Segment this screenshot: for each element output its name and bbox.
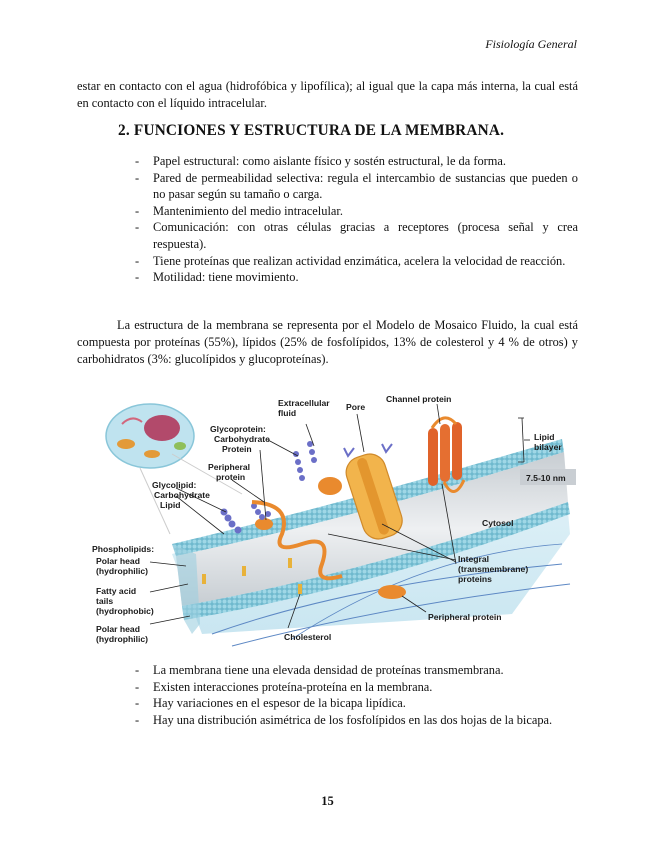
functions-list bbox=[135, 153, 578, 286]
label-glycolipid-carbohydrate: Carbohydrate bbox=[154, 490, 210, 500]
label-fatty-acid-tails: tails bbox=[96, 596, 114, 606]
label-thickness: 7.5-10 nm bbox=[526, 473, 566, 483]
label-integral-proteins-3: proteins bbox=[458, 574, 492, 584]
list-item: - Hay una distribución asimétrica de los fosfolípidos en las dos hojas de la bicapa. bbox=[135, 712, 578, 729]
label-phospholipids: Phospholipids: bbox=[92, 544, 155, 554]
list-item: - Pared de permeabilidad selectiva: regula el intercambio de sustancias que pueden o no pasar según su tamaño o carga. bbox=[135, 170, 578, 203]
list-item: - Mantenimiento del medio intracelular. bbox=[135, 203, 578, 220]
membrane-figure bbox=[92, 384, 580, 656]
label-peripheral-protein-top-2: protein bbox=[216, 472, 246, 482]
intro-paragraph: estar en contacto con el agua (hidrofóbica y lipofílica); al igual que la capa más interna, la cual está en contacto con el líquido intracelular. bbox=[77, 79, 578, 110]
label-lipid-bilayer-2: bilayer bbox=[534, 442, 562, 452]
structure-paragraph: La estructura de la membrana se representa por el Modelo de Mosaico Fluido, la cual está compuesta por proteínas (55%), lípidos (25% de fosfolípidos, 13% de colesterol y 4 % de otros) y carbohidratos (3%: glucolípidos y glucoproteínas). bbox=[77, 318, 578, 366]
label-polar-head-bottom: Polar head bbox=[96, 624, 140, 634]
label-cholesterol: Cholesterol bbox=[284, 632, 332, 642]
list-item: - Existen interacciones proteína-proteína en la membrana. bbox=[135, 679, 578, 696]
label-glycolipid: Glycolipid: bbox=[152, 480, 197, 490]
label-glycolipid-lipid: Lipid bbox=[160, 500, 181, 510]
running-header: Fisiología General bbox=[485, 37, 577, 51]
label-pore: Pore bbox=[346, 402, 366, 412]
fluid-mosaic-diagram bbox=[92, 384, 580, 656]
label-glycoprotein: Glycoprotein: bbox=[210, 424, 266, 434]
page-number: 15 bbox=[321, 794, 334, 808]
label-glycoprotein-carbohydrate: Carbohydrate bbox=[214, 434, 270, 444]
label-lipid-bilayer: Lipid bbox=[534, 432, 555, 442]
label-polar-head-bottom-2: (hydrophilic) bbox=[96, 634, 149, 644]
list-item: - Motilidad: tiene movimiento. bbox=[135, 269, 578, 286]
list-item: - Tiene proteínas que realizan actividad enzimática, acelera la velocidad de reacción. bbox=[135, 253, 578, 270]
label-fatty-acid: Fatty acid bbox=[96, 586, 137, 596]
peripheral-protein-bottom bbox=[378, 585, 406, 599]
list-item: - Papel estructural: como aislante físico y sostén estructural, le da forma. bbox=[135, 153, 578, 170]
label-channel-protein: Channel protein bbox=[386, 394, 452, 404]
bilayer-cut-face bbox=[172, 544, 200, 634]
label-polar-head-top-2: (hydrophilic) bbox=[96, 566, 149, 576]
list-item: - Comunicación: con otras células gracias a receptores (procesa señal y crea respuesta). bbox=[135, 219, 578, 252]
label-peripheral-protein-top: Peripheral bbox=[208, 462, 251, 472]
label-extracellular-fluid-2: fluid bbox=[278, 408, 297, 418]
label-cytosol: Cytosol bbox=[482, 518, 514, 528]
label-integral-proteins: Integral bbox=[458, 554, 490, 564]
membrane-features-list bbox=[135, 662, 578, 728]
label-polar-head-top: Polar head bbox=[96, 556, 140, 566]
section-title: 2. FUNCIONES Y ESTRUCTURA DE LA MEMBRANA. bbox=[118, 122, 505, 139]
list-item: - La membrana tiene una elevada densidad de proteínas transmembrana. bbox=[135, 662, 578, 679]
label-fatty-acid-hydrophobic: (hydrophobic) bbox=[96, 606, 154, 616]
peripheral-protein-top bbox=[318, 477, 342, 495]
label-integral-transmembrane: (transmembrane) bbox=[458, 564, 529, 574]
label-peripheral-protein-bottom: Peripheral protein bbox=[428, 612, 502, 622]
label-glycoprotein-protein: Protein bbox=[222, 444, 252, 454]
list-item: - Hay variaciones en el espesor de la bicapa lipídica. bbox=[135, 695, 578, 712]
label-extracellular-fluid: Extracellular bbox=[278, 398, 330, 408]
